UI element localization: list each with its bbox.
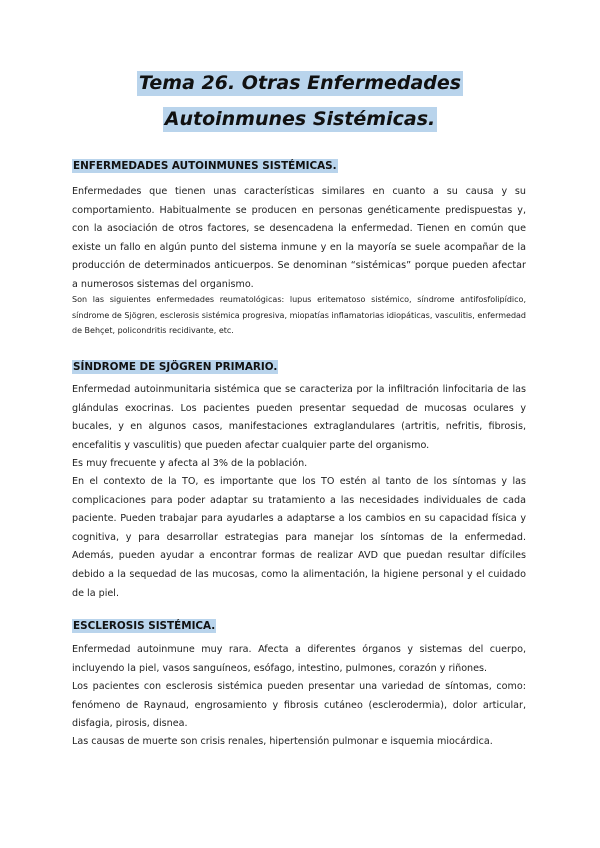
title-line-1-wrap <box>0 71 600 96</box>
page-title-line-2: Autoinmunes Sistémicas. <box>164 108 436 130</box>
section-3-paragraph-2: Los pacientes con esclerosis sistémica pueden presentar una variedad de síntomas, como: fenómeno de Raynaud, engrosamiento y fibrosis cutáneo (esclerodermia), dolor articular, disfagia, pirosis, disnea. <box>72 681 526 730</box>
section-1-paragraph-1: Enfermedades que tienen unas características similares en cuanto a su causa y su comportamiento. Habitualmente se producen en personas genéticamente predispuestas y, con la asociación de otros factores, se desencadena la enfermedad. Tienen en común que existe un fallo en algún punto del sistema inmune y en la mayoría se suele acompañar de la producción de determinados anticuerpos. Se denominan “sistémicas” porque pueden afectar a numerosos sistemas del organismo. <box>72 186 526 290</box>
section-heading-sindrome-sjogren: SÍNDROME DE SJÖGREN PRIMARIO. <box>73 361 278 373</box>
page-title-line-1: Tema 26. Otras Enfermedades <box>138 72 462 94</box>
section-1-paragraph-2: Son las siguientes enfermedades reumatológicas: lupus eritematoso sistémico, síndrome antifosfolipídico, síndrome de Sjögren, esclerosis sistémica progresiva, miopatías inflamatorias idiopáticas, vasculitis, enfermedad de Behçet, policondritis recidivante, etc. <box>72 295 526 335</box>
section-2-paragraph-1: Enfermedad autoinmunitaria sistémica que se caracteriza por la infiltración linfocitaria de las glándulas exocrinas. Los pacientes pueden presentar sequedad de mucosas oculares y bucales, y en algunos casos, manifestaciones extraglandulares (artritis, nefritis, fibrosis, encefalitis y vasculitis) que pueden afectar cualquier parte del organismo. <box>72 384 526 451</box>
section-heading-enfermedades-autoinmunes: ENFERMEDADES AUTOINMUNES SISTÉMICAS. <box>73 160 337 172</box>
section-2-paragraph-2: Es muy frecuente y afecta al 3% de la población. <box>72 458 308 469</box>
section-heading-esclerosis-sistemica: ESCLEROSIS SISTÉMICA. <box>73 620 216 632</box>
section-3-paragraph-3: Las causas de muerte son crisis renales, hipertensión pulmonar e isquemia miocárdica. <box>72 736 493 747</box>
section-2-paragraph-3: En el contexto de la TO, es importante que los TO estén al tanto de los síntomas y las complicaciones para poder adaptar su tratamiento a las necesidades individuales de cada paciente. Pueden trabajar para ayudarles a adaptarse a los cambios en su capacidad física y cognitiva, y para desarrollar estrategias para manejar los síntomas de la enfermedad. Además, pueden ayudar a encontrar formas de realizar AVD que puedan resultar difíciles debido a la sequedad de las mucosas, como la alimentación, la higiene personal y el cuidado de la piel. <box>72 476 526 599</box>
section-3-paragraph-1: Enfermedad autoinmune muy rara. Afecta a diferentes órganos y sistemas del cuerpo, incluyendo la piel, vasos sanguíneos, esófago, intestino, pulmones, corazón y riñones. <box>72 644 526 674</box>
title-line-2-wrap <box>0 107 600 132</box>
